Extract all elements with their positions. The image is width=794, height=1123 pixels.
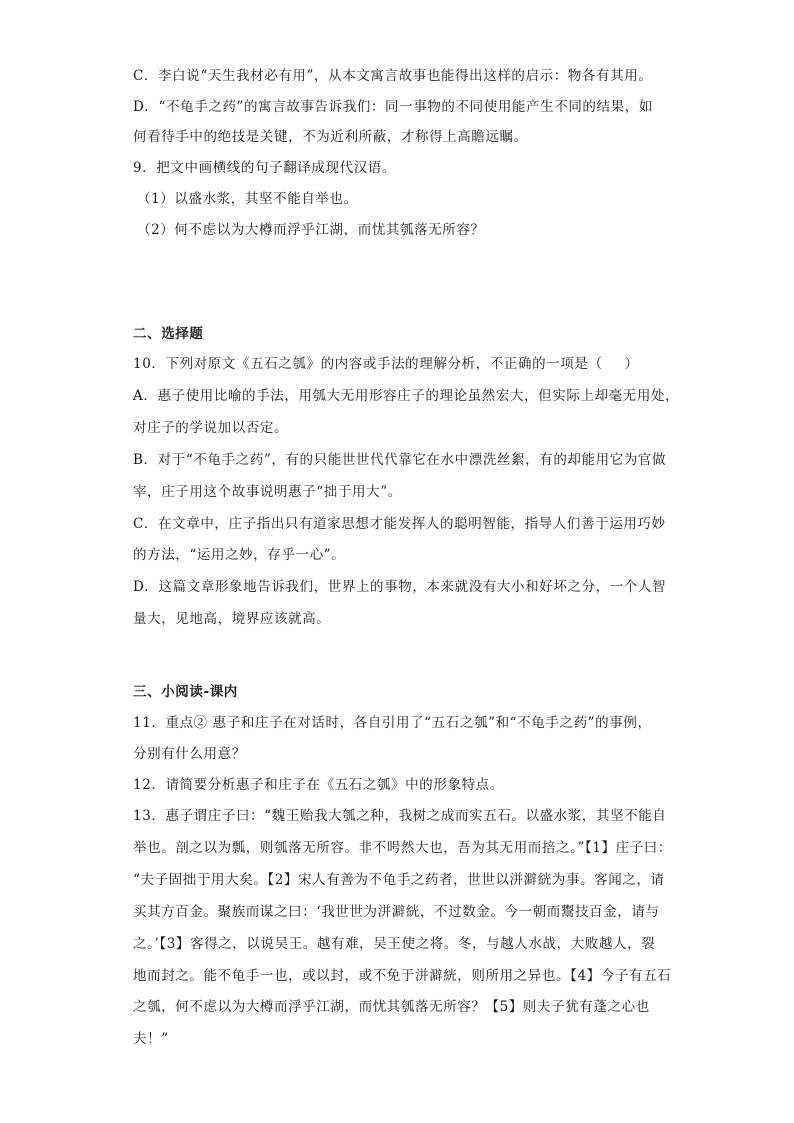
q10-option-c-line1: C．在文章中，庄子指出只有道家思想才能发挥人的聪明智能，指导人们善于运用巧妙 [133, 516, 666, 532]
q10-stem [133, 354, 639, 374]
q13-line: “夫子固拙于用大矣。【2】宋人有善为不龟手之药者，世世以洴澼絖为事。客闻之，请 [133, 872, 665, 888]
q9-stem: 9．把文中画横线的句子翻译成现代汉语。 [133, 160, 396, 176]
section-3-heading: 三、小阅读-课内 [133, 684, 238, 700]
q13-line: 举也。剖之以为瓢，则瓠落无所容。非不呺然大也，吾为其无用而掊之。”【1】庄子曰： [133, 840, 672, 856]
q9-item-1: （1）以盛水浆，其坚不能自举也。 [137, 191, 358, 207]
q10-stem-close: ） [624, 356, 639, 372]
q9-item-2: （2）何不虑以为大樽而浮乎江湖，而忧其瓠落无所容？ [137, 222, 485, 238]
q10-option-b-line1: B．对于“不龟手之药”，有的只能世世代代靠它在水中漂洗丝絮，有的却能用它为官做 [133, 452, 667, 468]
q10-option-d-line1: D．这篇文章形象地告诉我们，世界上的事物，本来就没有大小和好坏之分，一个人智 [133, 579, 667, 595]
q10-option-a-line1: A．惠子使用比喻的手法，用瓠大无用形容庄子的理论虽然宏大，但实际上却毫无用处， [133, 388, 680, 404]
q13-line: 之。’【3】客得之，以说吴王。越有难，吴王使之将。冬，与越人水战，大败越人，裂 [133, 936, 656, 952]
q10-option-a-line2: 对庄子的学说加以否定。 [133, 420, 289, 436]
q13-line: 13．惠子谓庄子曰：“魏王贻我大瓠之种，我树之成而实五石。以盛水浆，其坚不能自 [133, 808, 667, 824]
q10-option-c-line2: 的方法，“运用之妙，存乎一心”。 [133, 547, 346, 563]
q13-line: 之瓠，何不虑以为大樽而浮乎江湖，而忧其瓠落无所容？【5】则夫子犹有蓬之心也 [133, 999, 650, 1015]
q8-option-d-line1: D．“不龟手之药”的寓言故事告诉我们：同一事物的不同使用能产生不同的结果，如 [133, 99, 653, 115]
q12: 12．请简要分析惠子和庄子在《五石之瓠》中的形象特点。 [133, 777, 504, 793]
q11-line2: 分别有什么用意？ [133, 746, 246, 762]
q10-option-d-line2: 量大，见地高，境界应该就高。 [133, 611, 331, 627]
q8-option-d-line2: 何看待手中的绝技是关键，不为近利所蔽，才称得上高瞻远瞩。 [133, 129, 528, 145]
q13-line: 地而封之。能不龟手一也，或以封，或不免于洴澼絖，则所用之异也。【4】今子有五石 [133, 968, 672, 984]
q13-line: 买其方百金。聚族而谋之曰：‘我世世为洴澼絖，不过数金。今一朝而鬻技百金，请与 [133, 904, 660, 920]
q11-line1: 11．重点② 惠子和庄子在对话时，各自引用了“五石之瓠”和“不龟手之药”的事例， [133, 715, 652, 731]
q10-option-b-line2: 宰，庄子用这个故事说明惠子“拙于用大”。 [133, 484, 402, 500]
section-2-heading: 二、选择题 [133, 326, 204, 342]
q8-option-c: C．李白说“天生我材必有用”，从本文寓言故事也能得出这样的启示：物各有其用。 [133, 68, 653, 84]
q10-stem-text: 10．下列对原文《五石之瓠》的内容或手法的理解分析，不正确的一项是（ [133, 356, 603, 372]
q13-line: 夫！” [133, 1031, 169, 1047]
